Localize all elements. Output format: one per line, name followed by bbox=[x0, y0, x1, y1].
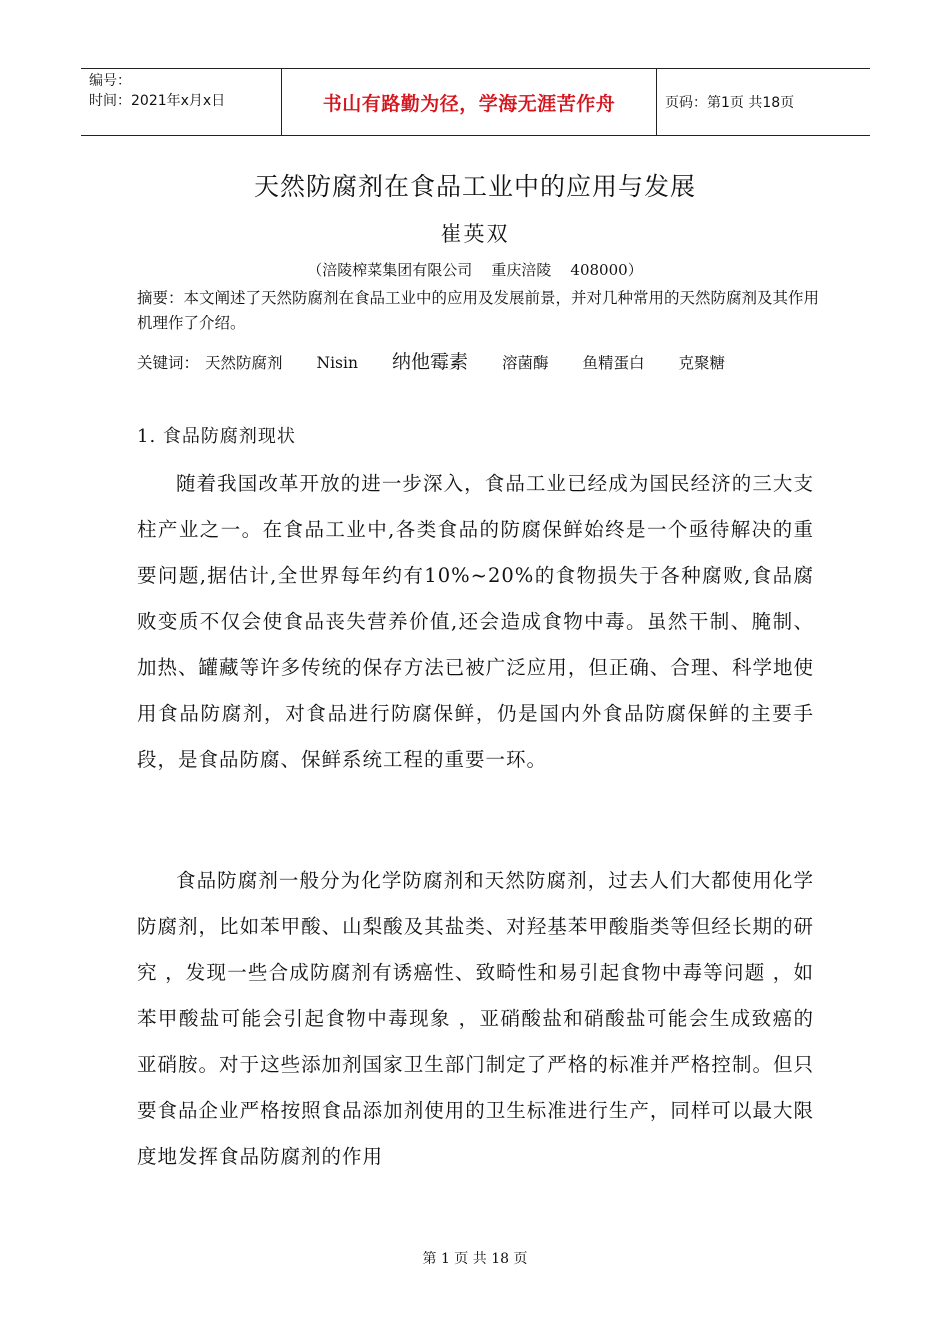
document-affiliation: （涪陵榨菜集团有限公司 重庆涪陵 408000） bbox=[307, 261, 643, 279]
header-meta-cell bbox=[81, 69, 282, 135]
header-motto: 书山有路勤为径，学海无涯苦作舟 bbox=[282, 69, 657, 135]
document-title: 天然防腐剂在食品工业中的应用与发展 bbox=[253, 172, 696, 201]
keyword-item: 克聚糖 bbox=[678, 354, 726, 372]
keywords-label: 关键词： bbox=[137, 354, 200, 372]
keyword-item: 鱼精蛋白 bbox=[582, 354, 645, 372]
body-paragraph: 随着我国改革开放的进一步深入，食品工业已经成为国民经济的三大支柱产业之一。在食品工业中,各类食品的防腐保鲜始终是一个亟待解决的重要问题,据估计,全世界每年约有10%~20%的食物损失于各种腐败,食品腐败变质不仅会使食品丧失营养价值,还会造成食物中毒。虽然干制、腌制、加热、罐藏等许多传统的保存方法已被广泛应用，但正确、合理、科学地使用食品防腐剂，对食品进行防腐保鲜，仍是国内外食品防腐保鲜的主要手段，是食品防腐、保鲜系统工程的重要一环。 bbox=[137, 472, 814, 771]
keyword-item: Nisin bbox=[316, 354, 358, 372]
keyword-item: 纳他霉素 bbox=[391, 351, 468, 373]
page-footer: 第 1 页 共 18 页 bbox=[422, 1251, 528, 1267]
keyword-item: 溶菌酶 bbox=[501, 354, 549, 372]
keyword-item: 天然防腐剂 bbox=[205, 354, 283, 372]
keywords-line bbox=[137, 347, 759, 374]
header-page-label: 页码：第1页 共18页 bbox=[665, 95, 795, 111]
section-heading: 1. 食品防腐剂现状 bbox=[137, 426, 296, 447]
body-paragraph: 食品防腐剂一般分为化学防腐剂和天然防腐剂，过去人们大都使用化学防腐剂，比如苯甲酸、山梨酸及其盐类、对羟基苯甲酸脂类等但经长期的研究 ，发现一些合成防腐剂有诱癌性、致畸性和易引起食物中毒等问题 ，如苯甲酸盐可能会引起食物中毒现象 ，亚硝酸盐和硝酸盐可能会生成致癌的亚硝胺。对于这些添加剂国家卫生部门制定了严格的标准并严格控制。但只要食品企业严格按照食品添加剂使用的卫生标准进行生产，同样可以最大限度地发挥食品防腐剂的作用 bbox=[137, 869, 814, 1168]
header-number-label: 编号： bbox=[89, 73, 131, 89]
document-author: 崔英双 bbox=[440, 222, 510, 246]
document-abstract: 摘要：本文阐述了天然防腐剂在食品工业中的应用及发展前景，并对几种常用的天然防腐剂及其作用机理作了介绍。 bbox=[137, 289, 820, 332]
header-time-label: 时间：2021年x月x日 bbox=[89, 93, 226, 109]
document-header bbox=[81, 68, 870, 136]
